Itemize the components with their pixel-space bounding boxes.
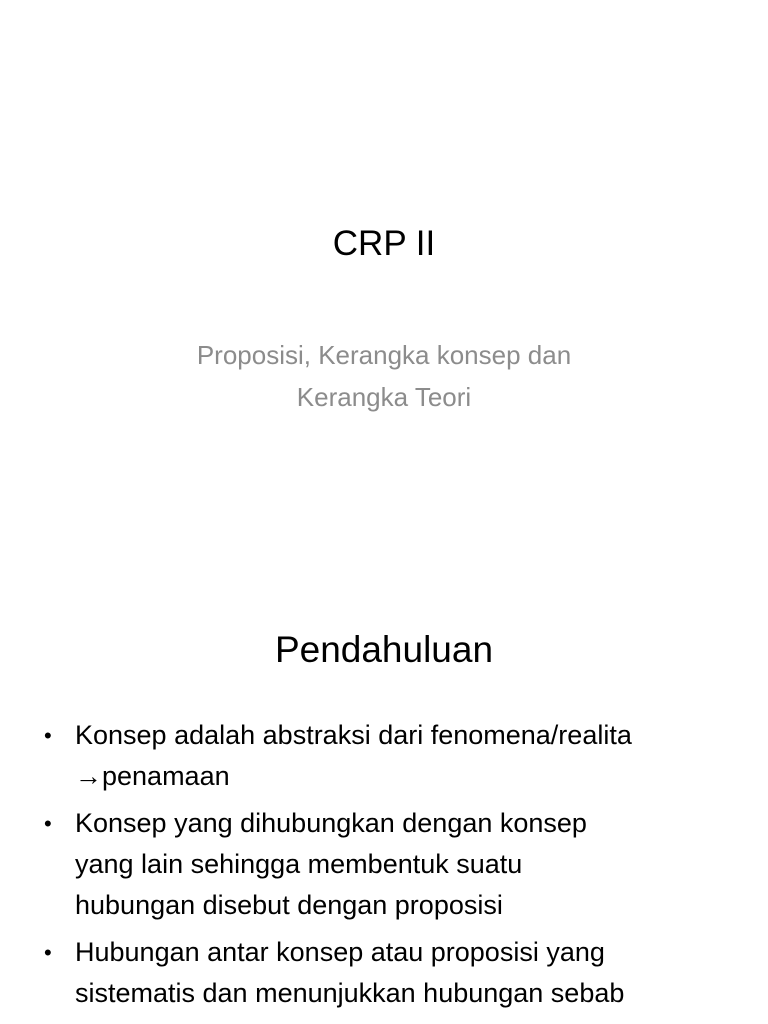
- subtitle-line-1: Proposisi, Kerangka konsep dan: [196, 340, 572, 370]
- bullet-text-line: yang lain sehingga membentuk suatu: [75, 849, 523, 879]
- slide-heading: Pendahuluan: [274, 629, 494, 670]
- bullet-list: [44, 715, 744, 1020]
- arrow-right-icon: →: [75, 761, 102, 791]
- bullet-icon: •: [44, 811, 52, 836]
- bullet-item: [44, 803, 744, 926]
- bullet-text-line: Konsep yang dihubungkan dengan konsep: [75, 808, 587, 838]
- bullet-icon: •: [44, 940, 52, 965]
- content-slide: [0, 576, 768, 1024]
- slide-title: CRP II: [332, 224, 436, 263]
- bullet-text-line: [75, 756, 744, 797]
- bullet-text-line: Konsep adalah abstraksi dari fenomena/realita: [75, 720, 632, 750]
- bullet-text-line: hubungan disebut dengan proposisi: [75, 890, 503, 920]
- bullet-item: [44, 715, 744, 797]
- bullet-text-line: Hubungan antar konsep atau proposisi yang: [75, 937, 605, 967]
- bullet-item: [44, 932, 744, 1014]
- subtitle-line-2: Kerangka Teori: [296, 382, 472, 412]
- bullet-text-fragment: penamaan: [102, 761, 230, 791]
- slide-subtitle: [0, 334, 768, 418]
- bullet-text-line: sistematis dan menunjukkan hubungan sebab: [75, 978, 625, 1008]
- bullet-icon: •: [44, 723, 52, 748]
